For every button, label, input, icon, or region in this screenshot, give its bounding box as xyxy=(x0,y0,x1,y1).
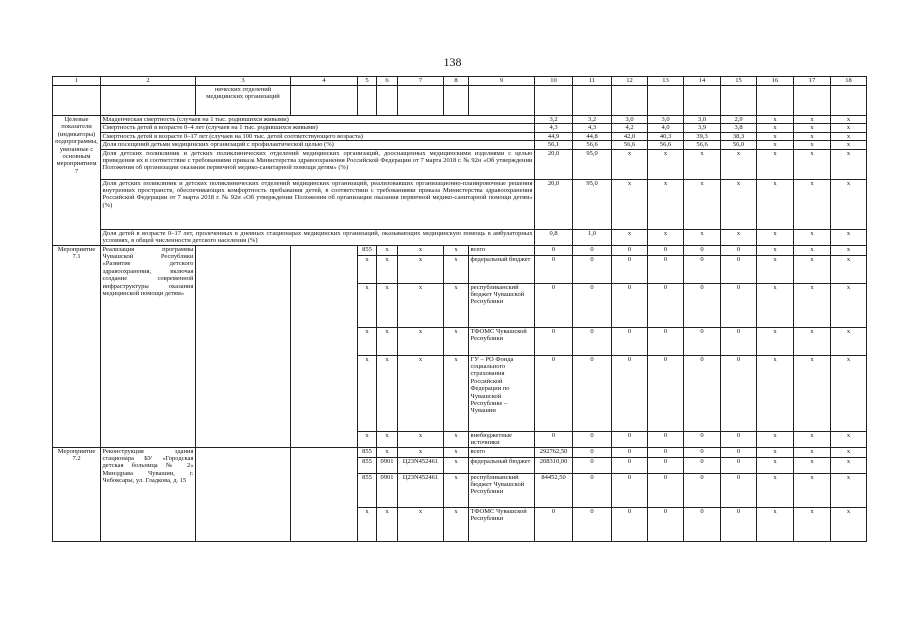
page-number: 138 xyxy=(443,55,462,69)
funding-value: 0 xyxy=(648,431,684,447)
funding-value: x xyxy=(757,473,794,507)
table-cell xyxy=(398,86,444,116)
col-6: x xyxy=(377,355,398,431)
table-cell xyxy=(648,86,684,116)
header-cell: 14 xyxy=(684,77,721,86)
indicator-value: x xyxy=(757,141,794,149)
indicator-text: Смертность детей в возрасте 0–17 лет (случаев на 100 тыс. детей соответствующего возраста) xyxy=(101,132,535,140)
funding-value: 0 xyxy=(535,355,573,431)
funding-value: x xyxy=(757,447,794,457)
col-5: 855 xyxy=(358,473,377,507)
funding-value: x xyxy=(794,507,831,541)
indicator-value: x xyxy=(831,179,867,229)
funding-value: 0 xyxy=(721,355,757,431)
indicator-value: x xyxy=(794,132,831,140)
funding-value: 208310,00 xyxy=(535,457,573,473)
col-7: x xyxy=(398,355,444,431)
col-6: x xyxy=(377,327,398,355)
indicator-value: 1,0 xyxy=(573,229,612,245)
indicator-row xyxy=(53,179,867,229)
funding-value: 0 xyxy=(612,457,648,473)
indicator-value: x xyxy=(612,149,648,179)
funding-value: x xyxy=(794,457,831,473)
funding-value: 0 xyxy=(648,283,684,327)
funding-value: x xyxy=(794,431,831,447)
indicator-value: 2,9 xyxy=(721,116,757,124)
program-table xyxy=(52,76,867,542)
funding-value: 0 xyxy=(721,283,757,327)
funding-value: x xyxy=(757,431,794,447)
indicator-text: Доля детских поликлиник и детских поликлинических отделений медицинских организаций, дооснащенных медицинскими изделиями с целью приведения их в соответствие с требованиями приказа Министерства здравоохранения Российской Федерации от 7 марта 2018 г. № 92н «Об утверждении Положения об организации оказания первичной медико-санитарной помощи детям» (%) xyxy=(101,149,535,179)
funding-value: 0 xyxy=(612,327,648,355)
funding-value: x xyxy=(831,245,867,255)
indicator-value: 42,0 xyxy=(612,132,648,140)
funding-value: 0 xyxy=(684,473,721,507)
funding-value: x xyxy=(831,355,867,431)
col-8: x xyxy=(444,457,469,473)
indicator-value: x xyxy=(721,149,757,179)
col-7: x xyxy=(398,255,444,283)
col-7: x xyxy=(398,327,444,355)
funding-value: 0 xyxy=(648,327,684,355)
col-7: x xyxy=(398,447,444,457)
col-5: x xyxy=(358,431,377,447)
funding-value: 0 xyxy=(684,431,721,447)
col-5: x xyxy=(358,355,377,431)
col-8: x xyxy=(444,431,469,447)
indicator-value: x xyxy=(831,124,867,132)
funding-value: 0 xyxy=(721,473,757,507)
funding-value: x xyxy=(757,507,794,541)
funding-value: 0 xyxy=(721,507,757,541)
indicator-value: x xyxy=(794,229,831,245)
header-cell: 10 xyxy=(535,77,573,86)
col-6: x xyxy=(377,507,398,541)
funding-value: 0 xyxy=(648,255,684,283)
event-col4 xyxy=(291,447,358,541)
event-col4 xyxy=(291,245,358,447)
funding-value: 0 xyxy=(721,327,757,355)
col-8: x xyxy=(444,245,469,255)
indicator-value: x xyxy=(831,229,867,245)
funding-value: 0 xyxy=(612,431,648,447)
indicator-value: 3,2 xyxy=(535,116,573,124)
col-6: 0901 xyxy=(377,473,398,507)
indicator-value: x xyxy=(794,149,831,179)
header-row xyxy=(53,77,867,86)
event-label: Мероприятие 7.1 xyxy=(53,245,101,447)
header-cell: 5 xyxy=(358,77,377,86)
col-5: x xyxy=(358,327,377,355)
col-8: x xyxy=(444,507,469,541)
funding-value: 0 xyxy=(535,255,573,283)
indicator-text: Младенческая смертность (случаев на 1 тыс. родившихся живыми) xyxy=(101,116,535,124)
funding-value: 0 xyxy=(573,473,612,507)
indicator-value: 20,0 xyxy=(535,149,573,179)
indicator-value: x xyxy=(757,149,794,179)
table-cell xyxy=(612,86,648,116)
funding-source: ТФОМС Чувашской Республики xyxy=(469,507,535,541)
funding-value: x xyxy=(831,327,867,355)
indicator-value: x xyxy=(831,141,867,149)
funding-value: 0 xyxy=(612,255,648,283)
funding-value: 0 xyxy=(648,355,684,431)
funding-value: 0 xyxy=(684,245,721,255)
continuation-text: нических отделений медицинских организаций xyxy=(196,86,291,116)
indicator-row xyxy=(53,124,867,132)
funding-source: ГУ – РО Фонда социального страхования Российской Федерации по Чувашской Республике – Чувашии xyxy=(469,355,535,431)
col-7: x xyxy=(398,507,444,541)
indicator-value: x xyxy=(648,179,684,229)
indicator-value: x xyxy=(721,229,757,245)
funding-source: ТФОМС Чувашской Республики xyxy=(469,327,535,355)
indicator-value: 38,3 xyxy=(721,132,757,140)
funding-value: 0 xyxy=(684,327,721,355)
table-cell xyxy=(101,86,196,116)
event-name: Реализация программы Чувашской Республики «Развитие детского здравоохранения, включая создание современной инфраструктуры оказания медицинской помощи детям» xyxy=(101,245,196,447)
indicator-value: 56,1 xyxy=(535,141,573,149)
funding-value: 0 xyxy=(721,245,757,255)
funding-value: 0 xyxy=(573,431,612,447)
col-6: x xyxy=(377,245,398,255)
indicator-value: 95,0 xyxy=(573,179,612,229)
funding-value: 0 xyxy=(535,283,573,327)
funding-value: x xyxy=(757,283,794,327)
funding-value: 0 xyxy=(612,355,648,431)
table-cell xyxy=(684,86,721,116)
col-8: x xyxy=(444,283,469,327)
indicator-value: 0,8 xyxy=(535,229,573,245)
col-5: x xyxy=(358,255,377,283)
indicator-value: 40,3 xyxy=(648,132,684,140)
col-8: x xyxy=(444,255,469,283)
funding-value: x xyxy=(794,355,831,431)
indicator-value: 4,3 xyxy=(535,124,573,132)
indicator-value: x xyxy=(831,116,867,124)
funding-value: 0 xyxy=(721,255,757,283)
event-row xyxy=(53,447,867,457)
funding-value: 0 xyxy=(648,245,684,255)
funding-value: 292762,50 xyxy=(535,447,573,457)
funding-value: 0 xyxy=(648,457,684,473)
funding-value: 0 xyxy=(573,255,612,283)
col-6: 0901 xyxy=(377,457,398,473)
funding-value: 0 xyxy=(648,473,684,507)
header-cell: 18 xyxy=(831,77,867,86)
indicator-value: 3,0 xyxy=(648,116,684,124)
indicator-value: x xyxy=(794,124,831,132)
indicator-value: 3,8 xyxy=(721,124,757,132)
indicator-value: 39,3 xyxy=(684,132,721,140)
funding-value: 0 xyxy=(684,355,721,431)
col-8: x xyxy=(444,355,469,431)
table-cell xyxy=(573,86,612,116)
header-cell: 1 xyxy=(53,77,101,86)
funding-value: 0 xyxy=(648,447,684,457)
funding-value: 0 xyxy=(612,507,648,541)
funding-source: всего xyxy=(469,447,535,457)
col-5: 855 xyxy=(358,447,377,457)
col-7: x xyxy=(398,431,444,447)
indicator-value: x xyxy=(612,229,648,245)
indicator-value: 56,0 xyxy=(721,141,757,149)
indicator-value: 4,2 xyxy=(612,124,648,132)
col-6: x xyxy=(377,283,398,327)
col-7: Ц23N452461 xyxy=(398,473,444,507)
funding-value: x xyxy=(794,473,831,507)
funding-value: x xyxy=(757,327,794,355)
funding-value: 0 xyxy=(684,255,721,283)
indicator-value: 56,6 xyxy=(684,141,721,149)
header-cell: 15 xyxy=(721,77,757,86)
event-label: Мероприятие 7.2 xyxy=(53,447,101,541)
funding-value: x xyxy=(757,355,794,431)
funding-value: 0 xyxy=(612,283,648,327)
table-cell xyxy=(757,86,794,116)
funding-value: 0 xyxy=(573,327,612,355)
col-8: x xyxy=(444,327,469,355)
funding-value: x xyxy=(831,283,867,327)
funding-value: 0 xyxy=(684,507,721,541)
header-cell: 12 xyxy=(612,77,648,86)
header-cell: 4 xyxy=(291,77,358,86)
table-cell xyxy=(831,86,867,116)
funding-value: 0 xyxy=(721,447,757,457)
funding-value: x xyxy=(831,457,867,473)
event-col3 xyxy=(196,447,291,541)
indicator-value: x xyxy=(721,179,757,229)
indicator-value: x xyxy=(794,179,831,229)
funding-value: 0 xyxy=(721,431,757,447)
funding-value: 0 xyxy=(573,457,612,473)
indicator-value: x xyxy=(757,179,794,229)
indicator-value: x xyxy=(612,179,648,229)
event-row xyxy=(53,245,867,255)
indicator-text: Доля детских поликлиник и детских поликлинических отделений медицинских организаций, реализовавших организационно-планировочные решения внутренних пространств, обеспечивающих комфортность пребывания детей, в соответствии с требованиями приказа Министерства здравоохранения Российской Федерации от 7 марта 2018 г. № 92н «Об утверждении Положения об организации оказания первичной медико-санитарной помощи детям» (%) xyxy=(101,179,535,229)
funding-source: федеральный бюджет xyxy=(469,255,535,283)
table-cell xyxy=(721,86,757,116)
funding-value: x xyxy=(757,457,794,473)
funding-value: x xyxy=(794,447,831,457)
indicator-value: x xyxy=(757,132,794,140)
funding-value: 0 xyxy=(684,447,721,457)
funding-source: внебюджетные источники xyxy=(469,431,535,447)
funding-value: x xyxy=(794,327,831,355)
col-5: x xyxy=(358,283,377,327)
indicator-value: x xyxy=(757,229,794,245)
funding-value: 0 xyxy=(535,431,573,447)
col-8: x xyxy=(444,447,469,457)
funding-value: x xyxy=(794,245,831,255)
indicator-text: Доля детей в возрасте 0–17 лет, пролеченных в дневных стационарах медицинских организаций, оказывающих медицинскую помощь в амбулаторных условиях, в общей численности детского населения (%) xyxy=(102,229,533,245)
funding-source: республиканский бюджет Чувашской Республики xyxy=(469,473,535,507)
indicator-value: x xyxy=(757,124,794,132)
funding-value: 0 xyxy=(573,447,612,457)
funding-value: 0 xyxy=(612,473,648,507)
header-cell: 9 xyxy=(469,77,535,86)
indicator-value: x xyxy=(684,149,721,179)
funding-source: республиканский бюджет Чувашской Республики xyxy=(469,283,535,327)
table-cell xyxy=(444,86,469,116)
indicator-value: 3,0 xyxy=(612,116,648,124)
funding-value: x xyxy=(794,255,831,283)
indicator-value: 56,6 xyxy=(648,141,684,149)
col-6: x xyxy=(377,255,398,283)
funding-value: x xyxy=(831,431,867,447)
col-6: x xyxy=(377,447,398,457)
header-cell: 2 xyxy=(101,77,196,86)
indicator-value: x xyxy=(684,229,721,245)
col-7: x xyxy=(398,245,444,255)
indicator-value: x xyxy=(831,149,867,179)
col-5: 855 xyxy=(358,245,377,255)
funding-value: 0 xyxy=(721,457,757,473)
indicator-value: 3,9 xyxy=(684,124,721,132)
indicator-value: x xyxy=(648,149,684,179)
indicator-value: 3,2 xyxy=(573,116,612,124)
funding-value: 0 xyxy=(573,355,612,431)
indicator-value: x xyxy=(757,116,794,124)
funding-value: x xyxy=(757,245,794,255)
table-cell xyxy=(377,86,398,116)
funding-value: 84452,50 xyxy=(535,473,573,507)
funding-value: x xyxy=(831,255,867,283)
indicator-value: 56,6 xyxy=(612,141,648,149)
table-cell xyxy=(469,86,535,116)
col-7: x xyxy=(398,283,444,327)
indicator-value: x xyxy=(794,141,831,149)
funding-value: 0 xyxy=(573,245,612,255)
event-col3 xyxy=(196,245,291,447)
funding-value: 0 xyxy=(535,327,573,355)
indicator-value: x xyxy=(794,116,831,124)
indicator-value: 3,0 xyxy=(684,116,721,124)
event-name: Реконструкция здания стационара БУ «Городская детская больница № 2» Минздрава Чувашии, г. Чебоксары, ул. Гладкова, д. 15 xyxy=(101,447,196,541)
indicator-value: 95,0 xyxy=(573,149,612,179)
indicator-row xyxy=(53,132,867,140)
indicator-value: x xyxy=(648,229,684,245)
col-6: x xyxy=(377,431,398,447)
header-cell: 8 xyxy=(444,77,469,86)
indicators-label: Целевые показатели (индикаторы) подпрограммы, увязанные с основным мероприятием 7 xyxy=(53,116,101,246)
funding-value: x xyxy=(794,283,831,327)
table-cell xyxy=(794,86,831,116)
col-5: x xyxy=(358,507,377,541)
funding-value: 0 xyxy=(573,507,612,541)
funding-value: x xyxy=(831,473,867,507)
header-cell: 17 xyxy=(794,77,831,86)
funding-value: x xyxy=(757,255,794,283)
funding-value: 0 xyxy=(612,447,648,457)
indicator-value: x xyxy=(684,179,721,229)
indicator-row xyxy=(53,141,867,149)
indicator-value: 44,9 xyxy=(535,132,573,140)
header-cell: 13 xyxy=(648,77,684,86)
indicator-text: Доля посещений детьми медицинских организаций с профилактической целью (%) xyxy=(101,141,535,149)
header-cell: 7 xyxy=(398,77,444,86)
col-7: Ц23N452461 xyxy=(398,457,444,473)
table-cell xyxy=(358,86,377,116)
indicator-row xyxy=(53,229,867,245)
col-8: x xyxy=(444,473,469,507)
table-cell xyxy=(535,86,573,116)
funding-value: 0 xyxy=(573,283,612,327)
indicator-value: 4,3 xyxy=(573,124,612,132)
header-cell: 6 xyxy=(377,77,398,86)
table-cell xyxy=(291,86,358,116)
table-cell xyxy=(53,86,101,116)
funding-value: 0 xyxy=(684,457,721,473)
header-cell: 16 xyxy=(757,77,794,86)
funding-value: 0 xyxy=(684,283,721,327)
indicator-row xyxy=(53,149,867,179)
col-5: 855 xyxy=(358,457,377,473)
funding-source: федеральный бюджет xyxy=(469,457,535,473)
funding-value: 0 xyxy=(535,245,573,255)
indicator-value: 56,6 xyxy=(573,141,612,149)
indicator-row xyxy=(53,116,867,124)
funding-value: x xyxy=(831,447,867,457)
header-cell: 3 xyxy=(196,77,291,86)
funding-value: x xyxy=(831,507,867,541)
indicator-text: Смертность детей в возрасте 0–4 лет (случаев на 1 тыс. родившихся живыми) xyxy=(101,124,535,132)
continuation-row xyxy=(53,86,867,116)
funding-value: 0 xyxy=(648,507,684,541)
funding-value: 0 xyxy=(535,507,573,541)
indicator-value: 4,0 xyxy=(648,124,684,132)
indicator-value: 44,8 xyxy=(573,132,612,140)
header-cell: 11 xyxy=(573,77,612,86)
indicator-value: 20,0 xyxy=(535,179,573,229)
funding-source: всего xyxy=(469,245,535,255)
funding-value: 0 xyxy=(612,245,648,255)
indicator-value: x xyxy=(831,132,867,140)
